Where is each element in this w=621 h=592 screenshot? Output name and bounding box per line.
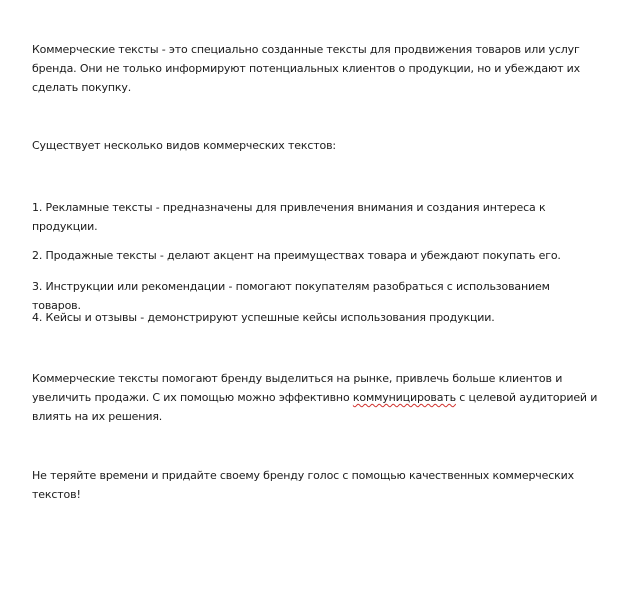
list-item-advertising: 1. Рекламные тексты - предназначены для привлечения внимания и создания интереса к продукции. [32,201,546,233]
closing-paragraph: Не теряйте времени и придайте своему бренду голос с помощью качественных коммерческих текстов! [32,469,575,501]
list-item-sales: 2. Продажные тексты - делают акцент на преимуществах товара и убеждают покупать его. [32,249,561,262]
list-item-instructions: 3. Инструкции или рекомендации - помогают покупателям разобраться с использованием товаров. [32,280,550,312]
types-heading: Существует несколько видов коммерческих текстов: [32,139,336,152]
benefits-text-after: с целевой аудиторией и влиять на их решения. [32,391,598,423]
benefits-paragraph [32,369,598,426]
benefits-text-before: Коммерческие тексты помогают бренду выделиться на рынке, привлечь больше клиентов и увеличить продажи. С их помощью можно эффективно [32,372,563,404]
list-item-cases: 4. Кейсы и отзывы - демонстрируют успешные кейсы использования продукции. [32,311,495,324]
intro-paragraph: Коммерческие тексты - это специально созданные тексты для продвижения товаров или услуг бренда. Они не только информируют потенциальных клиентов о продукции, но и убеждают их сделать покупку. [32,43,581,94]
misspelled-word[interactable]: коммуницировать [352,391,456,404]
